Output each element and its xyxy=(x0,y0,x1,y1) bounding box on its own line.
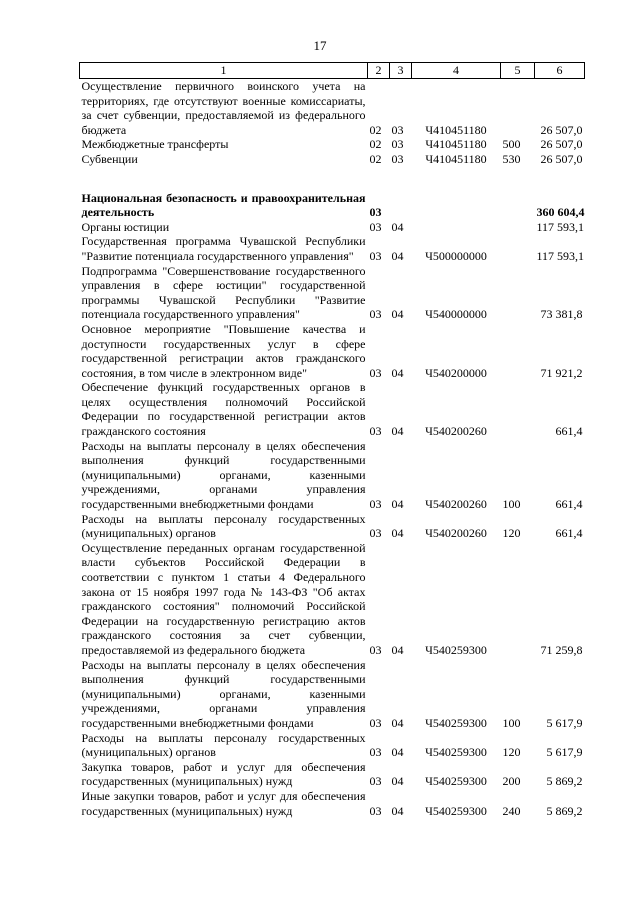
row-amount: 26 507,0 xyxy=(540,137,583,152)
row-target-article: Ч410451180 xyxy=(425,151,487,166)
row-expense-type xyxy=(501,234,535,263)
row-description: Расходы на выплаты персоналу в целях обеспечения выполнения функций государственными (муниципальными) органами, казенными учреждениями, органами управления государственными внебюджетными фондами xyxy=(81,438,366,512)
row-expense-type xyxy=(501,541,535,658)
table-row xyxy=(80,731,585,760)
table-row xyxy=(80,541,585,658)
row-target-article: Ч540200260 xyxy=(425,497,487,512)
row-description: Субвенции xyxy=(81,151,138,166)
col-5-header: 5 xyxy=(501,63,535,79)
row-target-article: Ч540200000 xyxy=(425,365,487,380)
row-section-code: 03 xyxy=(369,424,382,439)
row-expense-type: 530 xyxy=(502,151,521,166)
table-row xyxy=(80,137,585,152)
row-amount: 26 507,0 xyxy=(540,122,583,137)
row-subsection-code: 04 xyxy=(391,642,404,657)
row-section-code: 03 xyxy=(369,642,382,657)
row-amount: 117 593,1 xyxy=(536,219,585,234)
row-section-code: 03 xyxy=(369,205,382,220)
row-target-article: Ч410451180 xyxy=(425,137,487,152)
row-section-code: 03 xyxy=(369,365,382,380)
row-subsection-code: 04 xyxy=(391,248,404,263)
table-row xyxy=(80,234,585,263)
row-target-article: Ч540000000 xyxy=(425,307,487,322)
row-section-code: 03 xyxy=(369,526,382,541)
row-amount: 5 617,9 xyxy=(546,715,583,730)
row-description: Расходы на выплаты персоналу государственных (муниципальных) органов xyxy=(81,511,366,541)
row-subsection-code: 03 xyxy=(391,122,404,137)
row-target-article: Ч540200260 xyxy=(425,424,487,439)
row-description: Подпрограмма "Совершенствование государственного управления в сфере юстиции" государственной программы Чувашской Республики "Развитие потенциала государственного управления" xyxy=(81,263,366,322)
row-subsection-code: 03 xyxy=(391,151,404,166)
row-subsection-code: 04 xyxy=(391,219,404,234)
row-description: Закупка товаров, работ и услуг для обеспечения государственных (муниципальных) нужд xyxy=(81,759,366,789)
row-subsection-code: 04 xyxy=(391,497,404,512)
row-section-code: 03 xyxy=(369,307,382,322)
row-section-code: 03 xyxy=(369,497,382,512)
row-subsection-code: 04 xyxy=(391,745,404,760)
row-target-article: Ч540259300 xyxy=(425,642,487,657)
row-subsection-code: 04 xyxy=(391,715,404,730)
col-2-header: 2 xyxy=(368,63,390,79)
table-row xyxy=(80,789,585,818)
row-expense-type: 500 xyxy=(502,137,521,152)
row-target-article: Ч500000000 xyxy=(425,248,487,263)
row-description: Государственная программа Чувашской Республики "Развитие потенциала государственного управления" xyxy=(81,234,366,263)
col-1-header: 1 xyxy=(80,63,368,79)
row-section-code: 03 xyxy=(369,248,382,263)
row-expense-type xyxy=(501,322,535,380)
row-description: Основное мероприятие "Повышение качества и доступности государственных услуг в сфере государственной регистрации актов гражданского состояния, в том числе в электронном виде" xyxy=(81,321,366,380)
row-description: Межбюджетные трансферты xyxy=(81,137,229,152)
row-description: Осуществление первичного воинского учета на территориях, где отсутствуют военные комиссариаты, за счет субвенции, предоставляемой из федерального бюджета xyxy=(81,79,366,137)
row-target-article xyxy=(412,220,501,235)
table-row xyxy=(80,658,585,731)
row-amount: 661,4 xyxy=(555,424,583,439)
row-description: Расходы на выплаты персоналу в целях обеспечения выполнения функций государственными (муниципальными) органами, казенными учреждениями, органами управления государственными внебюджетными фондами xyxy=(81,657,366,730)
section-row xyxy=(80,191,585,220)
row-expense-type: 120 xyxy=(502,745,521,760)
row-amount: 5 869,2 xyxy=(546,803,583,818)
row-subsection-code: 04 xyxy=(391,424,404,439)
row-description: Осуществление переданных органам государственной власти субъектов Российской Федерации в соответствии с пунктом 1 статьи 4 Федерального закона от 15 ноября 1997 года № 143-ФЗ "Об актах гражданского состояния" полномочий Российской Федерации на государственную регистрацию актов гражданского состояния за счет субвенции, предоставляемой из федерального бюджета xyxy=(81,540,366,657)
page-number: 17 xyxy=(313,38,327,53)
row-subsection-code: 04 xyxy=(391,774,404,789)
row-section-code: 03 xyxy=(369,715,382,730)
row-subsection-code: 04 xyxy=(391,365,404,380)
table-row xyxy=(80,152,585,167)
row-section-code: 03 xyxy=(369,774,382,789)
section-spacer xyxy=(80,167,585,191)
row-description: Национальная безопасность и правоохранительная деятельность xyxy=(81,190,366,220)
row-subsection-code: 04 xyxy=(391,526,404,541)
table-row xyxy=(80,760,585,789)
row-expense-type xyxy=(501,380,535,438)
row-expense-type: 120 xyxy=(502,526,521,541)
row-description: Расходы на выплаты персоналу государственных (муниципальных) органов xyxy=(81,730,366,760)
col-4-header: 4 xyxy=(412,63,501,79)
row-amount: 73 381,8 xyxy=(540,307,583,322)
row-section-code: 02 xyxy=(369,151,382,166)
row-section-code: 02 xyxy=(369,122,382,137)
row-amount: 5 617,9 xyxy=(546,745,583,760)
row-amount: 5 869,2 xyxy=(546,774,583,789)
row-amount: 26 507,0 xyxy=(540,151,583,166)
table-row xyxy=(80,512,585,541)
row-section-code: 02 xyxy=(369,137,382,152)
table-row xyxy=(80,439,585,512)
table-row xyxy=(80,322,585,380)
row-amount: 71 921,2 xyxy=(540,365,583,380)
row-target-article: Ч540259300 xyxy=(425,803,487,818)
row-description: Органы юстиции xyxy=(81,219,170,234)
row-target-article: Ч540200260 xyxy=(425,526,487,541)
row-description: Обеспечение функций государственных органов в целях осуществления полномочий Российской Федерации по государственной регистрации актов гражданского состояния xyxy=(81,380,366,439)
row-expense-type: 100 xyxy=(502,497,521,512)
row-subsection-code: 04 xyxy=(391,307,404,322)
budget-table xyxy=(79,62,585,818)
row-expense-type xyxy=(501,191,535,220)
row-expense-type: 100 xyxy=(502,715,521,730)
row-description: Иные закупки товаров, работ и услуг для обеспечения государственных (муниципальных) нужд xyxy=(81,788,366,818)
row-section-code: 03 xyxy=(369,745,382,760)
row-target-article: Ч540259300 xyxy=(425,774,487,789)
row-target-article: Ч540259300 xyxy=(425,715,487,730)
row-expense-type xyxy=(501,79,535,138)
row-expense-type: 200 xyxy=(502,774,521,789)
row-amount: 661,4 xyxy=(555,526,583,541)
row-subsection-code xyxy=(390,191,412,220)
table-row xyxy=(80,79,585,138)
row-target-article: Ч410451180 xyxy=(425,122,487,137)
row-target-article: Ч540259300 xyxy=(425,745,487,760)
row-amount: 117 593,1 xyxy=(536,248,585,263)
row-subsection-code: 04 xyxy=(391,803,404,818)
table-row xyxy=(80,220,585,235)
row-section-code: 03 xyxy=(369,803,382,818)
row-amount: 661,4 xyxy=(555,497,583,512)
row-amount: 360 604,4 xyxy=(536,205,585,220)
col-3-header: 3 xyxy=(390,63,412,79)
row-amount: 71 259,8 xyxy=(540,642,583,657)
row-section-code: 03 xyxy=(369,219,382,234)
column-number-header xyxy=(80,63,585,79)
row-expense-type: 240 xyxy=(502,803,521,818)
col-6-header: 6 xyxy=(535,63,585,79)
table-row xyxy=(80,264,585,322)
row-subsection-code: 03 xyxy=(391,137,404,152)
row-expense-type xyxy=(501,220,535,235)
row-expense-type xyxy=(501,264,535,322)
table-row xyxy=(80,380,585,438)
row-target-article xyxy=(412,191,501,220)
